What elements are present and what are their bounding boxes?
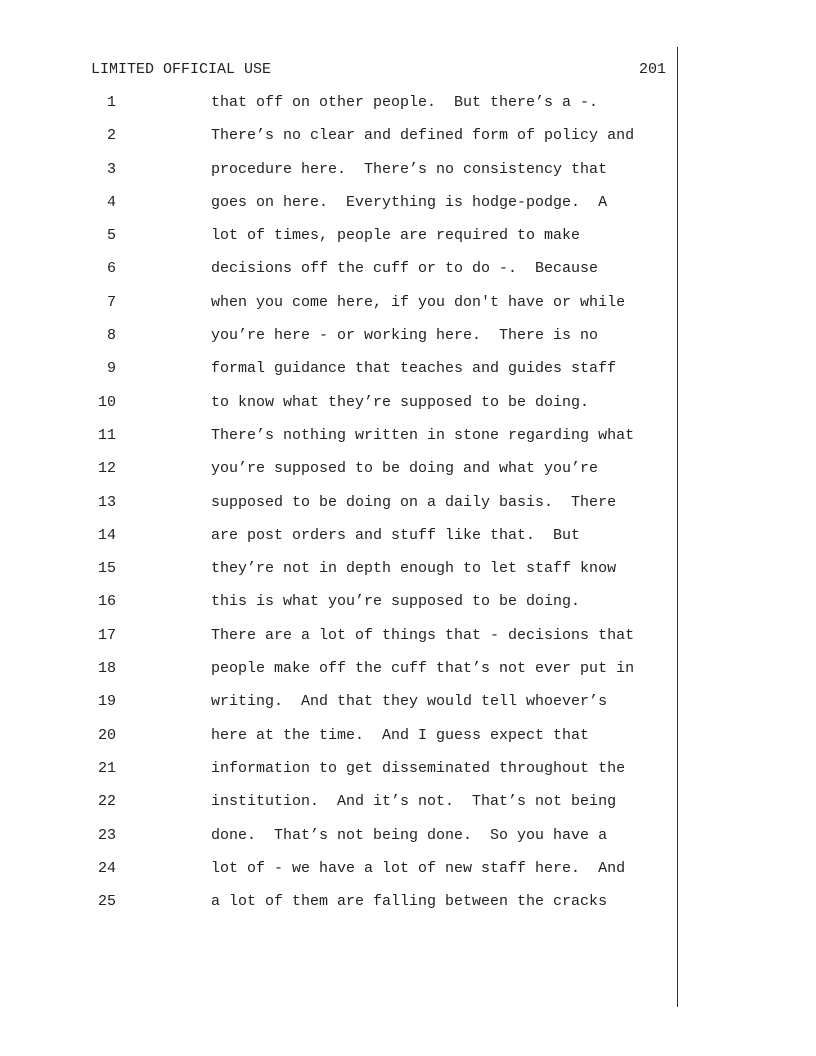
line-number: 5: [106, 227, 116, 245]
transcript-line: [0, 360, 677, 393]
transcript-line: [0, 660, 677, 693]
line-text: institution. And it’s not. That’s not being: [211, 793, 617, 811]
line-number: 1: [106, 94, 116, 111]
transcript-lines: [0, 94, 677, 926]
line-number: 12: [97, 460, 116, 478]
line-text: There’s nothing written in stone regarding what: [211, 426, 635, 444]
line-number: 16: [97, 593, 116, 611]
transcript-line: [0, 227, 677, 260]
line-number: 21: [97, 759, 116, 777]
line-number: 17: [97, 626, 116, 644]
transcript-line: [0, 793, 677, 826]
line-number: 11: [97, 426, 116, 444]
line-text: people make off the cuff that’s not ever put in: [211, 660, 635, 678]
transcript-line: [0, 860, 677, 893]
transcript-line: [0, 527, 677, 560]
line-text: decisions off the cuff or to do -. Because: [211, 260, 599, 278]
line-number: 9: [106, 360, 116, 378]
line-text: writing. And that they would tell whoever’s: [211, 693, 608, 711]
line-number: 4: [106, 193, 116, 211]
transcript-line: [0, 194, 677, 227]
transcript-line: [0, 394, 677, 427]
line-text: when you come here, if you don't have or while: [211, 293, 626, 311]
classification-header: LIMITED OFFICIAL USE: [91, 61, 272, 78]
line-text: information to get disseminated throughout the: [211, 759, 626, 777]
line-text: to know what they’re supposed to be doing.: [211, 393, 590, 411]
line-number: 13: [97, 493, 116, 511]
line-text: formal guidance that teaches and guides staff: [211, 360, 617, 378]
transcript-line: [0, 693, 677, 726]
line-number: 23: [97, 826, 116, 844]
line-text: procedure here. There’s no consistency that: [211, 160, 608, 178]
transcript-line: [0, 127, 677, 160]
line-number: 14: [97, 526, 116, 544]
line-text: this is what you’re supposed to be doing.: [211, 593, 581, 611]
page-number: 201: [638, 61, 666, 78]
transcript-line: [0, 427, 677, 460]
line-number: 22: [97, 793, 116, 811]
line-text: goes on here. Everything is hodge-podge. A: [211, 193, 608, 211]
line-number: 8: [106, 327, 116, 345]
transcript-line: [0, 893, 677, 926]
line-text: they’re not in depth enough to let staff know: [211, 560, 617, 578]
line-text: There are a lot of things that - decisions that: [211, 626, 635, 644]
transcript-line: [0, 827, 677, 860]
line-number: 6: [106, 260, 116, 278]
transcript-line: [0, 593, 677, 626]
line-text: supposed to be doing on a daily basis. There: [211, 493, 617, 511]
right-margin-rule: [677, 47, 678, 1007]
line-text: lot of - we have a lot of new staff here. And: [211, 859, 626, 877]
line-text: you’re supposed to be doing and what you’re: [211, 460, 599, 478]
line-number: 25: [97, 893, 116, 911]
transcript-line: [0, 627, 677, 660]
line-number: 7: [106, 293, 116, 311]
line-text: a lot of them are falling between the cracks: [211, 893, 608, 911]
line-number: 10: [97, 393, 116, 411]
line-text: done. That’s not being done. So you have a: [211, 826, 608, 844]
transcript-line: [0, 260, 677, 293]
line-text: lot of times, people are required to make: [211, 227, 581, 245]
transcript-line: [0, 294, 677, 327]
line-text: here at the time. And I guess expect that: [211, 726, 590, 744]
line-number: 24: [97, 859, 116, 877]
transcript-line: [0, 161, 677, 194]
transcript-line: [0, 727, 677, 760]
line-text: you’re here - or working here. There is no: [211, 327, 599, 345]
transcript-line: [0, 327, 677, 360]
transcript-line: [0, 560, 677, 593]
line-number: 20: [97, 726, 116, 744]
transcript-line: [0, 494, 677, 527]
line-number: 3: [106, 160, 116, 178]
line-text: are post orders and stuff like that. But: [211, 526, 581, 544]
transcript-line: [0, 760, 677, 793]
line-text: There’s no clear and defined form of policy and: [211, 127, 635, 145]
transcript-line: [0, 94, 677, 127]
line-number: 18: [97, 660, 116, 678]
line-text: that off on other people. But there’s a -.: [211, 94, 599, 111]
transcript-line: [0, 460, 677, 493]
line-number: 19: [97, 693, 116, 711]
line-number: 15: [97, 560, 116, 578]
line-number: 2: [106, 127, 116, 145]
